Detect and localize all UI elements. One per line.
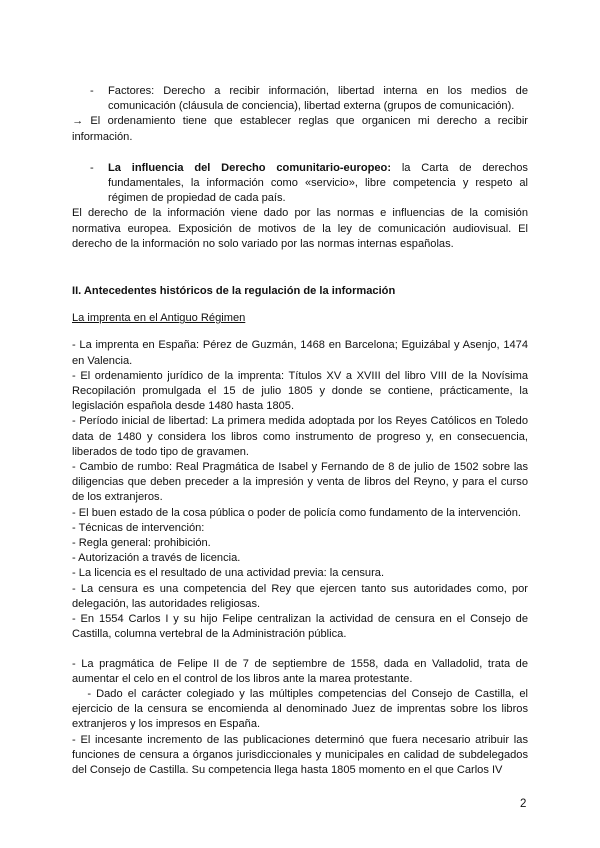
- list-item: - La pragmática de Felipe II de 7 de septiembre de 1558, dada en Valladolid, trata de aumentar el celo en el control de los libros ante la marea protestante.: [72, 657, 528, 685]
- page-number: 2: [520, 798, 527, 810]
- list-item: - La censura es una competencia del Rey que ejercen tanto sus autoridades como, por delegación, las autoridades religiosas.: [72, 582, 528, 610]
- list-item: - Regla general: prohibición.: [72, 537, 211, 550]
- list-item-factores: [72, 84, 528, 114]
- item-list-a: [72, 338, 528, 642]
- bullet-bold-lead: La influencia del Derecho comunitario-europeo:: [108, 161, 392, 174]
- bullet-mark: -: [90, 85, 94, 97]
- list-item: - El buen estado de la cosa pública o poder de policía como fundamento de la intervención.: [72, 506, 521, 519]
- subheading: La imprenta en el Antiguo Régimen: [72, 312, 246, 325]
- bullet-mark: -: [90, 161, 94, 174]
- list-item: - El ordenamiento jurídico de la imprenta: Títulos XV a XVIII del libro VIII de la Novísima Recopilación promulgada el 15 de julio 1805 y donde se contiene, prácticamente, la legislación española desde 1480 hasta 1805.: [72, 369, 528, 413]
- list-item: - Período inicial de libertad: La primera medida adoptada por los Reyes Católicos en Toledo data de 1480 y considera los libros como instrumento de progreso y, en consecuencia, liberados de todo tipo de gravamen.: [72, 415, 528, 458]
- bullet-text: la Carta de derechos fundamentales, la información como «servicio», libre competencia y respeto al régimen de propiedad de cada país.: [108, 161, 528, 205]
- list-item: - En 1554 Carlos I y su hijo Felipe centralizan la actividad de censura en el Consejo de Castilla, columna vertebral de la Administración pública.: [72, 613, 528, 641]
- list-item: - Técnicas de intervención:: [72, 521, 205, 534]
- document-body: [72, 84, 532, 778]
- bullet-text: Factores: Derecho a recibir información, libertad interna en los medios de comunicación (cláusula de conciencia), libertad externa (grupos de comunicación).: [108, 85, 528, 113]
- list-item: - La imprenta en España: Pérez de Guzmán, 1468 en Barcelona; Eguizábal y Asenjo, 1474 en Valencia.: [72, 339, 528, 367]
- bullet-content: [108, 161, 528, 207]
- list-item: - La licencia es el resultado de una actividad previa: la censura.: [72, 567, 385, 580]
- item-list-b: [72, 657, 532, 779]
- list-item: - Cambio de rumbo: Real Pragmática de Isabel y Fernando de 8 de julio de 1502 sobre las diligencias que deben preceder a la impresión y venta de libros del Reyno, y para el curso de los extranjeros.: [72, 461, 528, 504]
- list-item: - Autorización a través de licencia.: [72, 552, 241, 565]
- arrow-paragraph: → El ordenamiento tiene que establecer reglas que organicen mi derecho a recibir información.: [72, 115, 528, 143]
- section-heading: II. Antecedentes históricos de la regulación de la información: [72, 285, 396, 298]
- list-item-influencia: [72, 161, 528, 207]
- list-item: - Dado el carácter colegiado y las múltiples competencias del Consejo de Castilla, el ejercicio de la censura se encomienda al denominado Juez de imprentas sobre los libros extranjeros y los impresos en España.: [72, 687, 532, 731]
- influence-paragraph: El derecho de la información viene dado por las normas e influencias de la comisión normativa europea. Exposición de motivos de la ley de comunicación audiovisual. El derecho de la información no solo variado por las normas internas españolas.: [72, 207, 528, 250]
- list-item: - El incesante incremento de las publicaciones determinó que fuera necesario atribuir las funciones de censura a órganos jurisdiccionales y municipales en calidad de subdelegados del Consejo de Castilla. Su competencia llega hasta 1805 momento en el que Carlos IV: [72, 733, 528, 776]
